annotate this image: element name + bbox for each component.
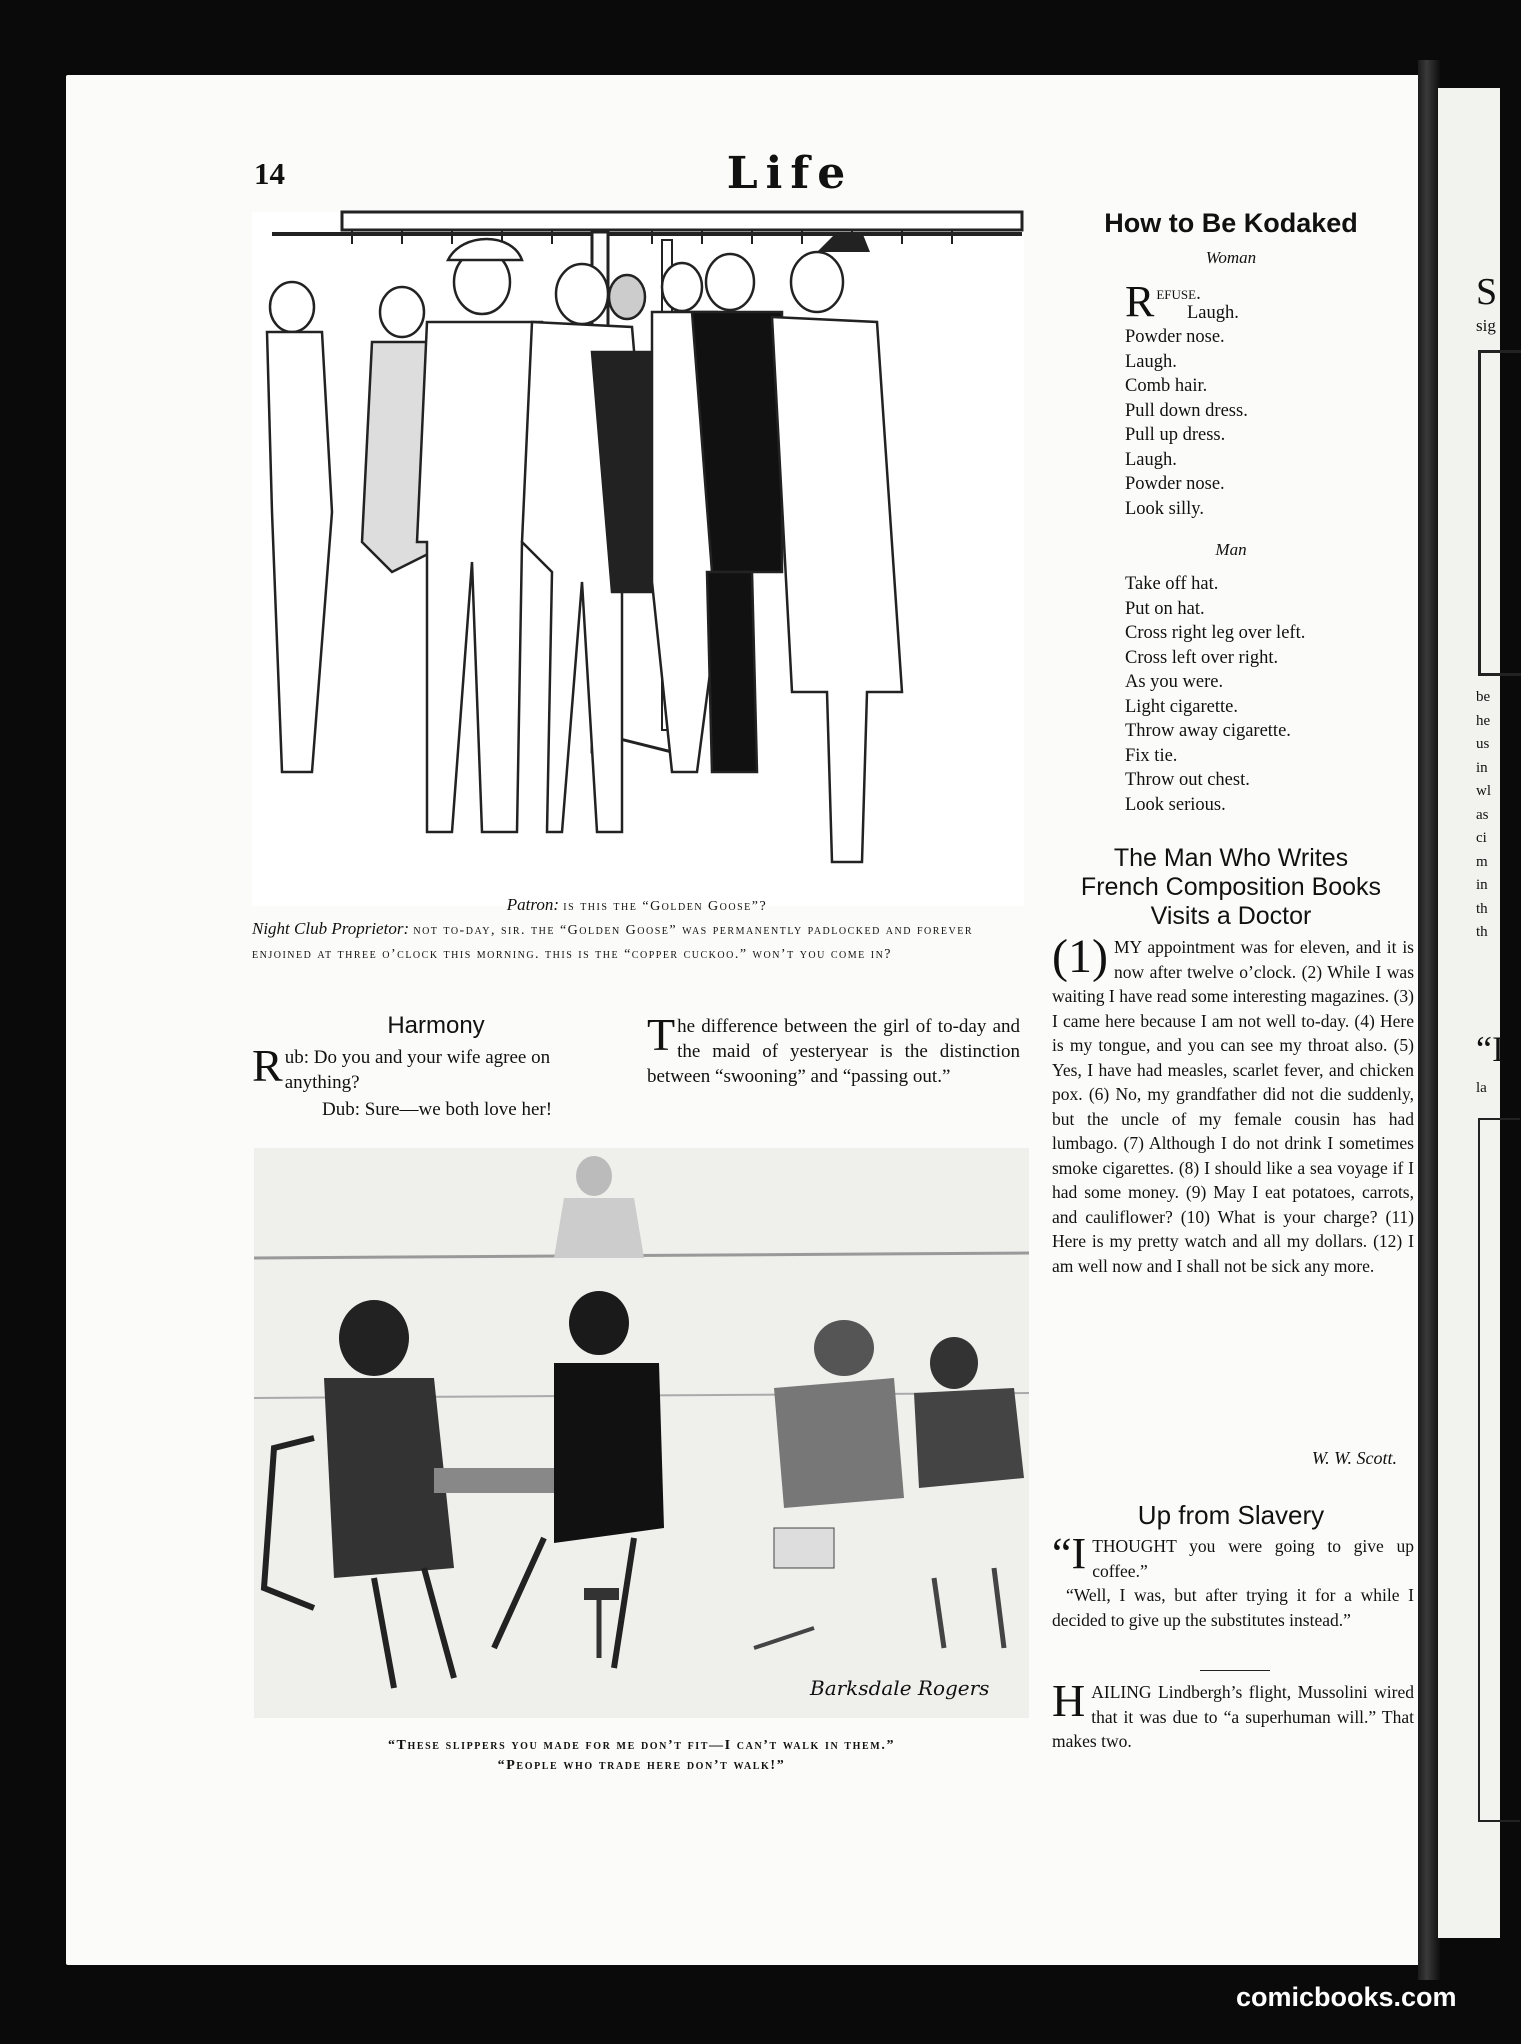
harmony-drop-cap: R [252,1040,283,1091]
adjacent-page-lines: be he us in wl as ci m in th th [1476,689,1491,940]
harmony-line-dub: Dub: Sure—we both love her! [321,1099,553,1120]
adjacent-page-frame [1478,350,1521,676]
slavery-title: Up from Slavery [1137,1500,1325,1530]
nightclub-caption [252,894,1022,966]
kodaked-woman-list [1125,277,1425,521]
kodaked-man-line: Fix tie. [1125,745,1178,766]
kodaked-woman-line: Look silly. [1125,498,1204,519]
kodaked-man-list [1125,572,1425,817]
caption-line-clerk: “People who trade here don’t walk!” [497,1758,786,1773]
kodaked-drop-cap: R [1125,277,1155,326]
kodaked-woman-line: Laugh. [1125,351,1177,372]
slavery-body [1052,1529,1414,1632]
french-drop-cap: (1) [1052,930,1108,983]
adjacent-page-box [1478,1118,1520,1822]
kodaked-woman-line: Powder nose. [1125,327,1225,347]
difference-drop-cap: T [647,1009,676,1060]
kodaked-man-line: Throw out chest. [1125,770,1250,790]
french-title-line: Visits a Doctor [1150,902,1312,930]
french-title-line: French Composition Books [1080,873,1382,901]
kodaked-woman-line: Laugh. [1125,449,1177,470]
hailing-text: AILING Lindbergh’s flight, Mussolini wired that it was due to “a superhuman will.” That makes two. [1052,1682,1414,1751]
kodaked-woman-line: Pull down dress. [1125,400,1248,421]
shoe-shop-caption [254,1736,1029,1776]
difference-paragraph [647,1009,1020,1089]
french-body [1052,930,1414,1278]
adjacent-page-quote-fragment: la [1476,1080,1487,1096]
adjacent-page-quote: “I [1476,1029,1504,1069]
slavery-p1: THOUGHT you were going to give up coffee.” [1092,1536,1414,1581]
adjacent-page-fragment: sig [1476,316,1496,335]
slavery-p2: “Well, I was, but after trying it for a while I decided to give up the substitutes instead.” [1052,1585,1414,1630]
adjacent-page-edge [1438,88,1504,1938]
kodaked-man-line: Look serious. [1125,794,1226,815]
caption-text-patron: is this the “Golden Goose”? [563,899,768,914]
kodaked-woman-line: Pull up dress. [1125,425,1226,445]
harmony-line-rub: ub: Do you and your wife agree on anything? [284,1047,551,1093]
kodaked-man-line: Throw away cigarette. [1125,721,1291,741]
french-signature: W. W. Scott. [1311,1448,1397,1468]
kodaked-man-line: Cross left over right. [1125,647,1279,668]
kodaked-man-line: Cross right leg over left. [1125,623,1306,643]
harmony-body [252,1040,622,1122]
illustrator-signature: Barksdale Rogers [810,1676,990,1700]
caption-speaker-patron: Patron: [506,895,560,914]
hailing-paragraph [1052,1675,1414,1754]
kodaked-woman-line: Comb hair. [1125,376,1208,396]
french-title-line: The Man Who Writes [1113,844,1349,872]
caption-line-customer: “These slippers you made for me don’t fit—I can’t walk in them.” [387,1738,896,1753]
harmony-title: Harmony [387,1012,485,1039]
kodaked-woman-line: Powder nose. [1125,474,1225,494]
kodaked-man-line: Take off hat. [1125,574,1219,594]
kodaked-man-label: Man [1215,540,1247,559]
kodaked-man-line: Put on hat. [1125,598,1205,619]
page-number: 14 [254,156,285,191]
slavery-drop-cap: “I [1052,1529,1087,1578]
kodaked-man-line: Light cigarette. [1125,696,1239,717]
difference-text: he difference between the girl of to-day and the maid of yesteryear is the distinction between “swooning” and “passing out.” [647,1016,1020,1087]
kodaked-man-line: As you were. [1125,672,1224,692]
shoe-shop-illustration [254,1148,1029,1718]
nightclub-illustration [252,212,1024,906]
adjacent-page-letter: S [1476,271,1498,313]
watermark: comicbooks.com [1236,1982,1457,2012]
masthead: Life [726,148,854,199]
kodaked-woman-label: Woman [1205,248,1257,267]
kodaked-refuse: efuse. [1156,283,1201,304]
divider-rule [1200,1670,1270,1671]
french-title [1048,844,1414,931]
french-text: MY appointment was for eleven, and it is now after twelve o’clock. (2) While I was waiting I have read some interesting magazines. (3) I came here because I am not well to-day. (4) Here is my tongue, and you can see my throat also. (5) Yes, I have had measles, scarlet fever, and chicken pox. (6) No, my grandfather did not die suddenly, but the uncle of my female cousin has had lumbago. (7) Although I do not drink I sometimes smoke cigarettes. (8) I should like a sea voyage if I had some money. (9) May I eat potatoes, carrots, and cauliflower? (10) What is your charge? (11) Here is my pretty watch and all my dollars. (12) I am well now and I shall not be sick any more. [1052,937,1414,1276]
caption-speaker-proprietor: Night Club Proprietor: [252,919,410,938]
kodaked-title: How to Be Kodaked [1104,208,1358,238]
kodaked-woman-line: Laugh. [1187,302,1239,323]
caption-text-proprietor: not to-day, sir. the “Golden Goose” was permanently padlocked and forever enjoined at three o’clock this morning. this is the “copper cuckoo.” won’t you come in? [252,923,974,962]
hailing-drop-cap: H [1052,1675,1086,1726]
